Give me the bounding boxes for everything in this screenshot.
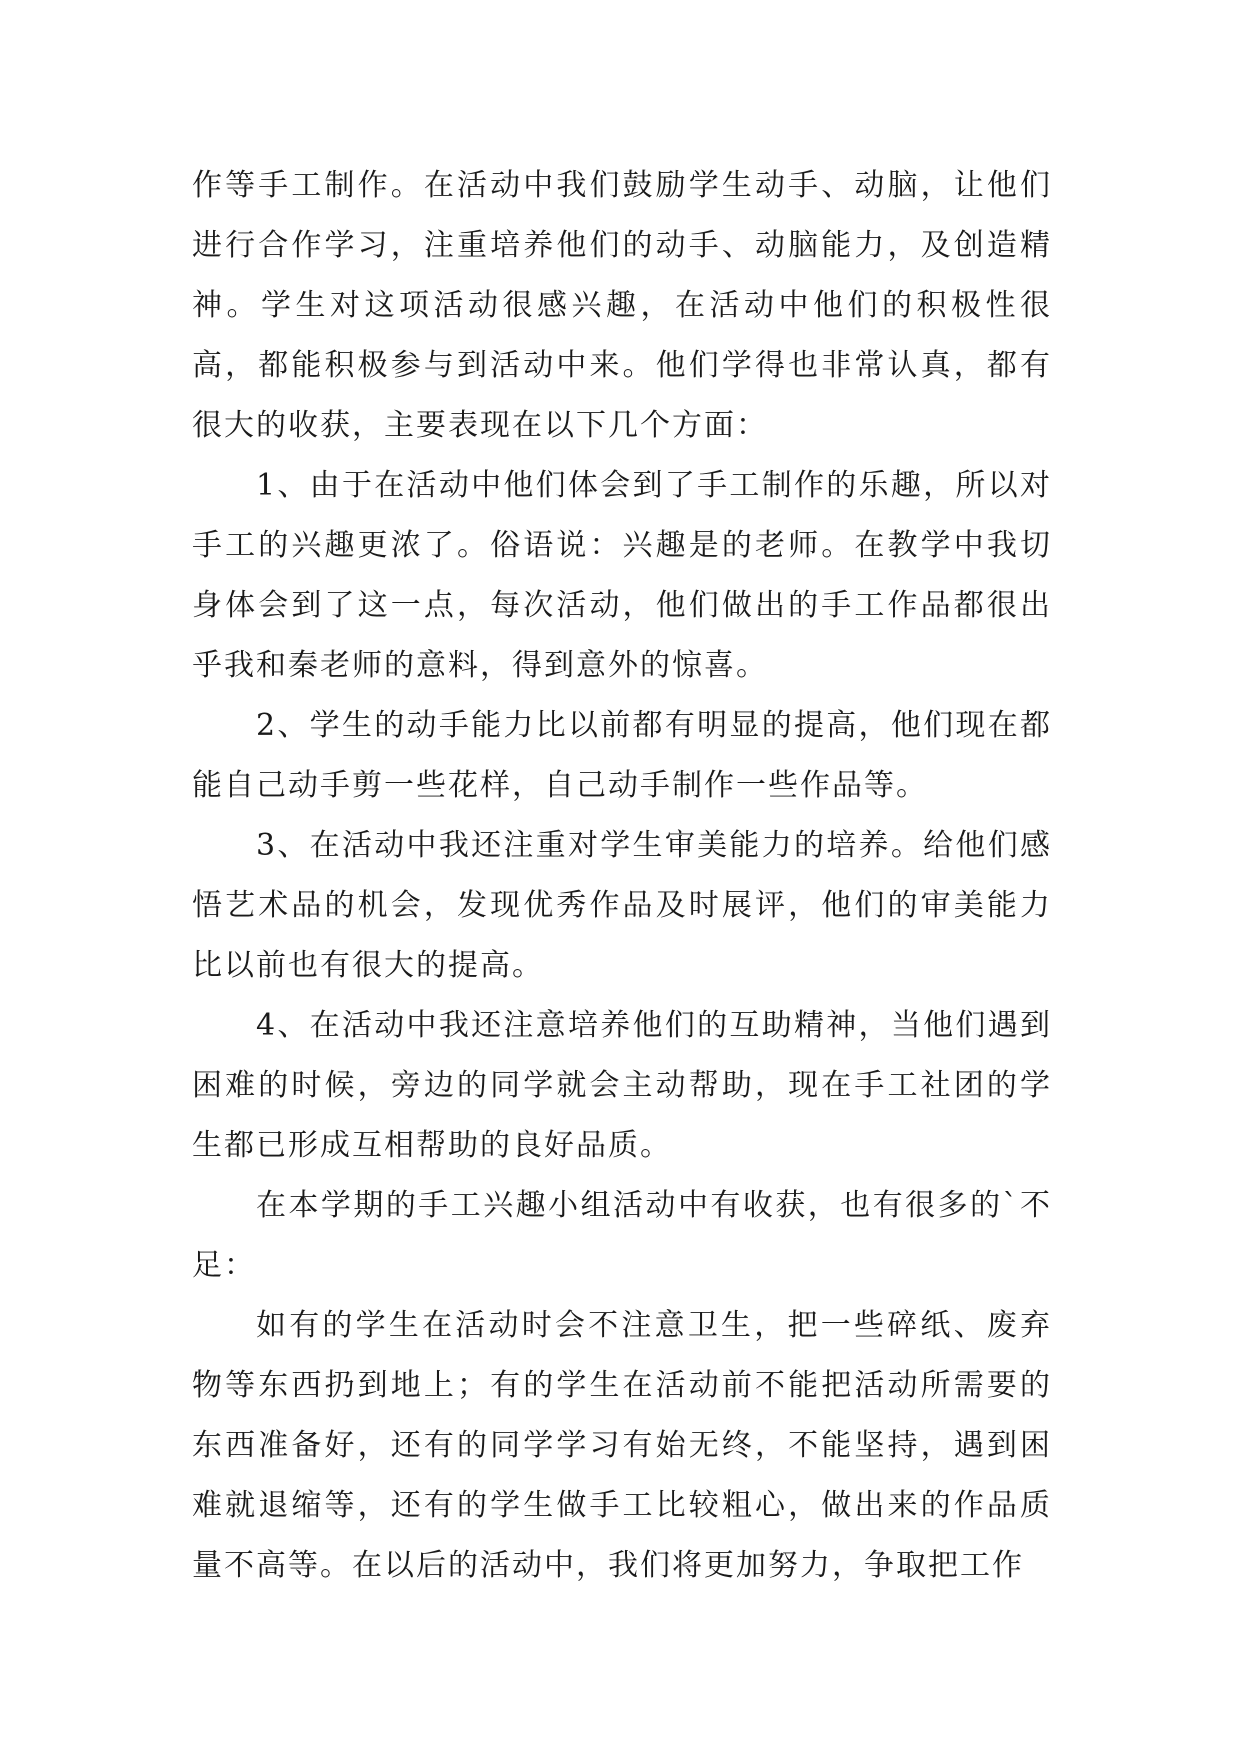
paragraph-point-3: 3、在活动中我还注重对学生审美能力的培养。给他们感悟艺术品的机会，发现优秀作品及时展评，他们的审美能力比以前也有很大的提高。 [192, 828, 1052, 983]
paragraph-point-2: 2、学生的动手能力比以前都有明显的提高，他们现在都能自己动手剪一些花样，自己动手制作一些作品等。 [192, 708, 1052, 803]
paragraph-shortcomings-detail: 如有的学生在活动时会不注意卫生，把一些碎纸、废弃物等东西扔到地上；有的学生在活动前不能把活动所需要的东西准备好，还有的同学学习有始无终，不能坚持，遇到困难就退缩等，还有的学生做手工比较粗心，做出来的作品质量不高等。在以后的活动中，我们将更加努力，争取把工作 [192, 1308, 1052, 1583]
paragraph-intro: 作等手工制作。在活动中我们鼓励学生动手、动脑，让他们进行合作学习，注重培养他们的动手、动脑能力，及创造精神。学生对这项活动很感兴趣，在活动中他们的积极性很高，都能积极参与到活动中来。他们学得也非常认真，都有很大的收获，主要表现在以下几个方面： [192, 168, 1052, 443]
paragraph-point-4: 4、在活动中我还注意培养他们的互助精神，当他们遇到困难的时候，旁边的同学就会主动帮助，现在手工社团的学生都已形成互相帮助的良好品质。 [192, 1008, 1052, 1163]
paragraph-shortcomings-intro: 在本学期的手工兴趣小组活动中有收获，也有很多的`不足： [192, 1188, 1052, 1283]
document-body [192, 156, 1052, 1596]
paragraph-point-1: 1、由于在活动中他们体会到了手工制作的乐趣，所以对手工的兴趣更浓了。俗语说：兴趣是的老师。在教学中我切身体会到了这一点，每次活动，他们做出的手工作品都很出乎我和秦老师的意料，得到意外的惊喜。 [192, 468, 1052, 683]
